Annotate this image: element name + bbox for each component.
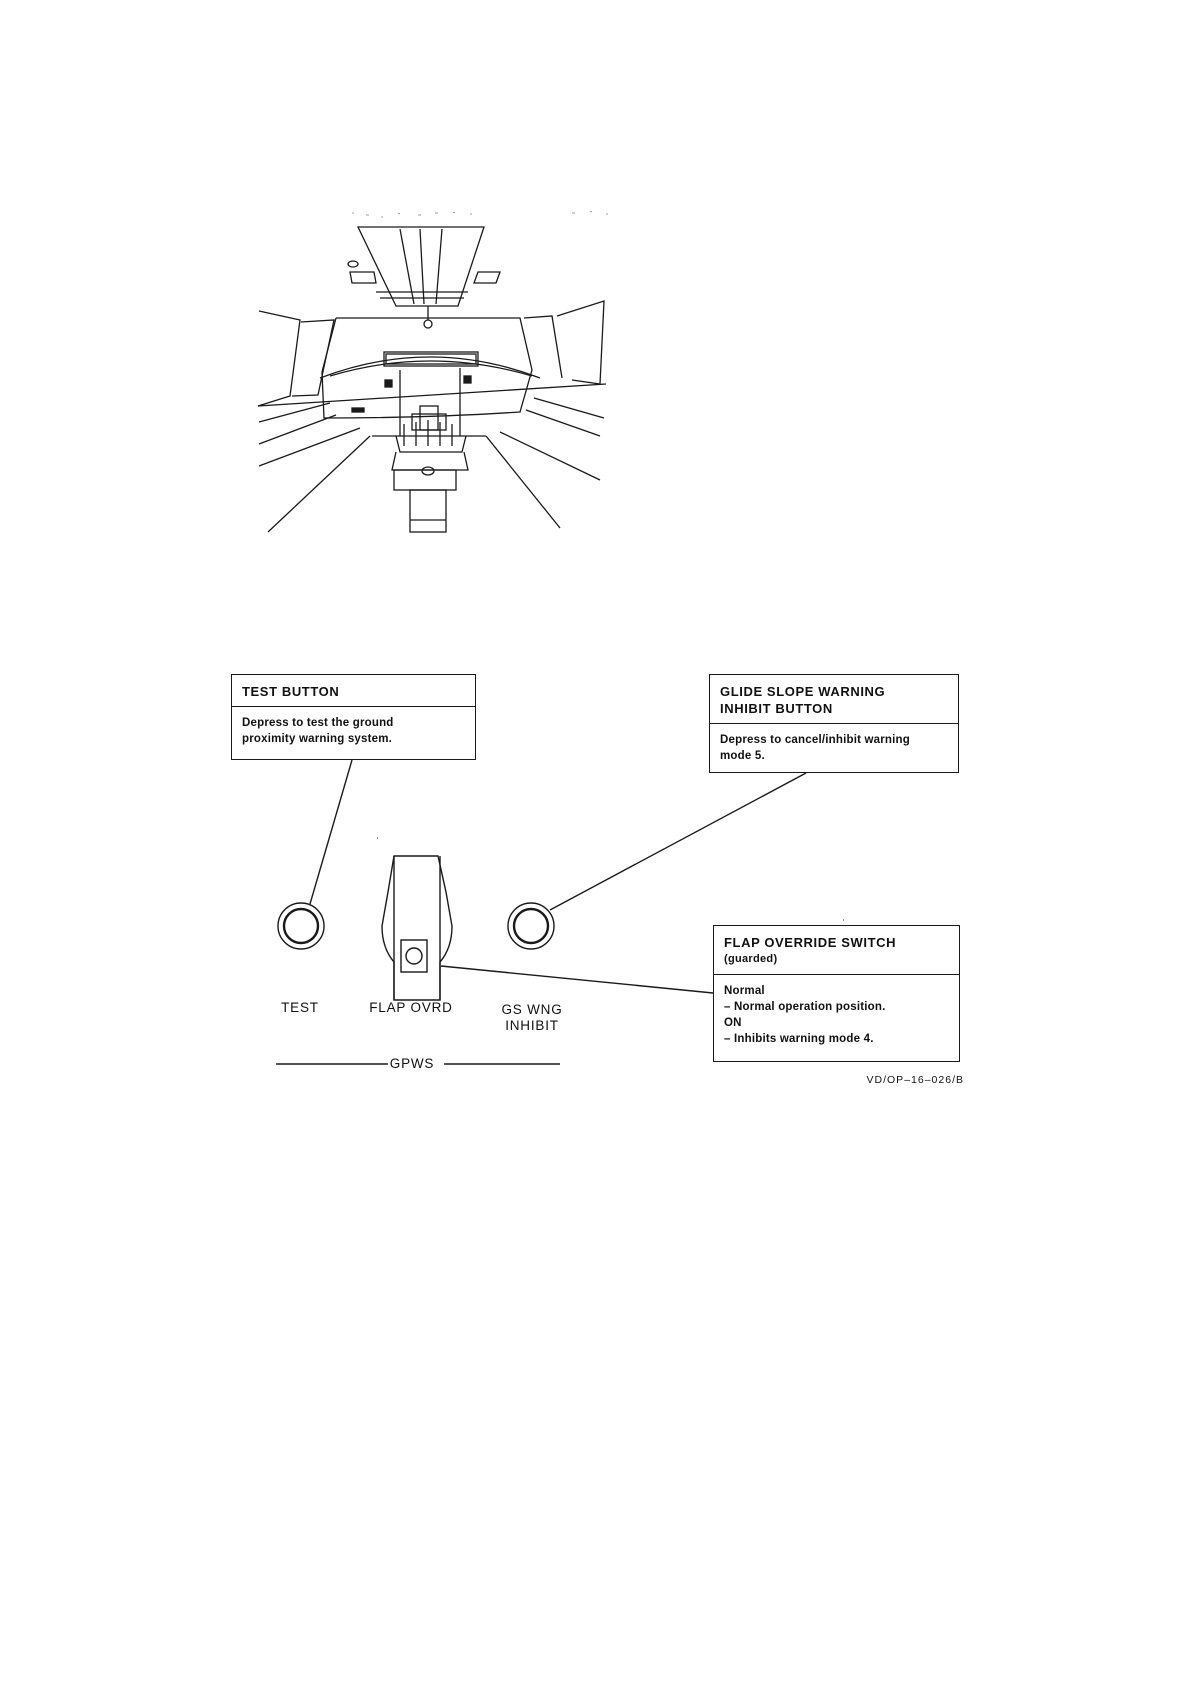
test-button-desc-line2: proximity warning system. — [242, 733, 393, 745]
gs-inhibit-desc-line1: Depress to cancel/inhibit warning — [720, 734, 910, 746]
gs-inhibit-callout-title — [710, 675, 958, 724]
gs-inhibit-title-line2: INHIBIT BUTTON — [720, 701, 833, 716]
gs-label-line1: GS WNG — [501, 1002, 563, 1017]
flap-ovrd-label: FLAP OVRD — [369, 1000, 453, 1015]
test-leader-line — [310, 760, 352, 904]
flap-override-callout-title — [714, 926, 959, 975]
test-button[interactable] — [278, 903, 324, 949]
gs-inhibit-desc-line2: mode 5. — [720, 750, 765, 762]
test-button-desc-line1: Depress to test the ground — [242, 717, 394, 729]
gs-warning-inhibit-button[interactable] — [508, 903, 554, 949]
gs-label-line2: INHIBIT — [505, 1018, 559, 1033]
flap-position-on: ON — [724, 1017, 742, 1029]
flap-override-subtitle: (guarded) — [724, 953, 778, 965]
flap-position-normal-desc: – Normal operation position. — [724, 1001, 886, 1013]
flap-override-switch-guard[interactable] — [382, 856, 452, 1000]
test-button-callout-title: TEST BUTTON — [232, 675, 475, 707]
gs-wng-inhibit-label — [486, 1002, 578, 1034]
test-button-callout-body — [232, 707, 475, 753]
flap-override-title: FLAP OVERRIDE SWITCH — [724, 935, 897, 950]
flap-override-switch-toggle[interactable] — [401, 940, 427, 972]
gs-inhibit-callout — [709, 674, 959, 773]
gs-inhibit-callout-body — [710, 724, 958, 770]
figure-reference: VD/OP–16–026/B — [866, 1074, 964, 1086]
test-button-callout — [231, 674, 476, 760]
flap-leader-line — [441, 966, 713, 993]
test-label: TEST — [281, 1000, 319, 1015]
gs-leader-line — [550, 773, 806, 910]
flap-override-callout-body — [714, 975, 959, 1053]
gs-inhibit-title-line1: GLIDE SLOPE WARNING — [720, 684, 886, 699]
gpws-group-label: GPWS — [389, 1056, 435, 1071]
flap-position-on-desc: – Inhibits warning mode 4. — [724, 1033, 874, 1045]
flap-override-callout — [713, 925, 960, 1062]
flap-position-normal: Normal — [724, 985, 765, 997]
